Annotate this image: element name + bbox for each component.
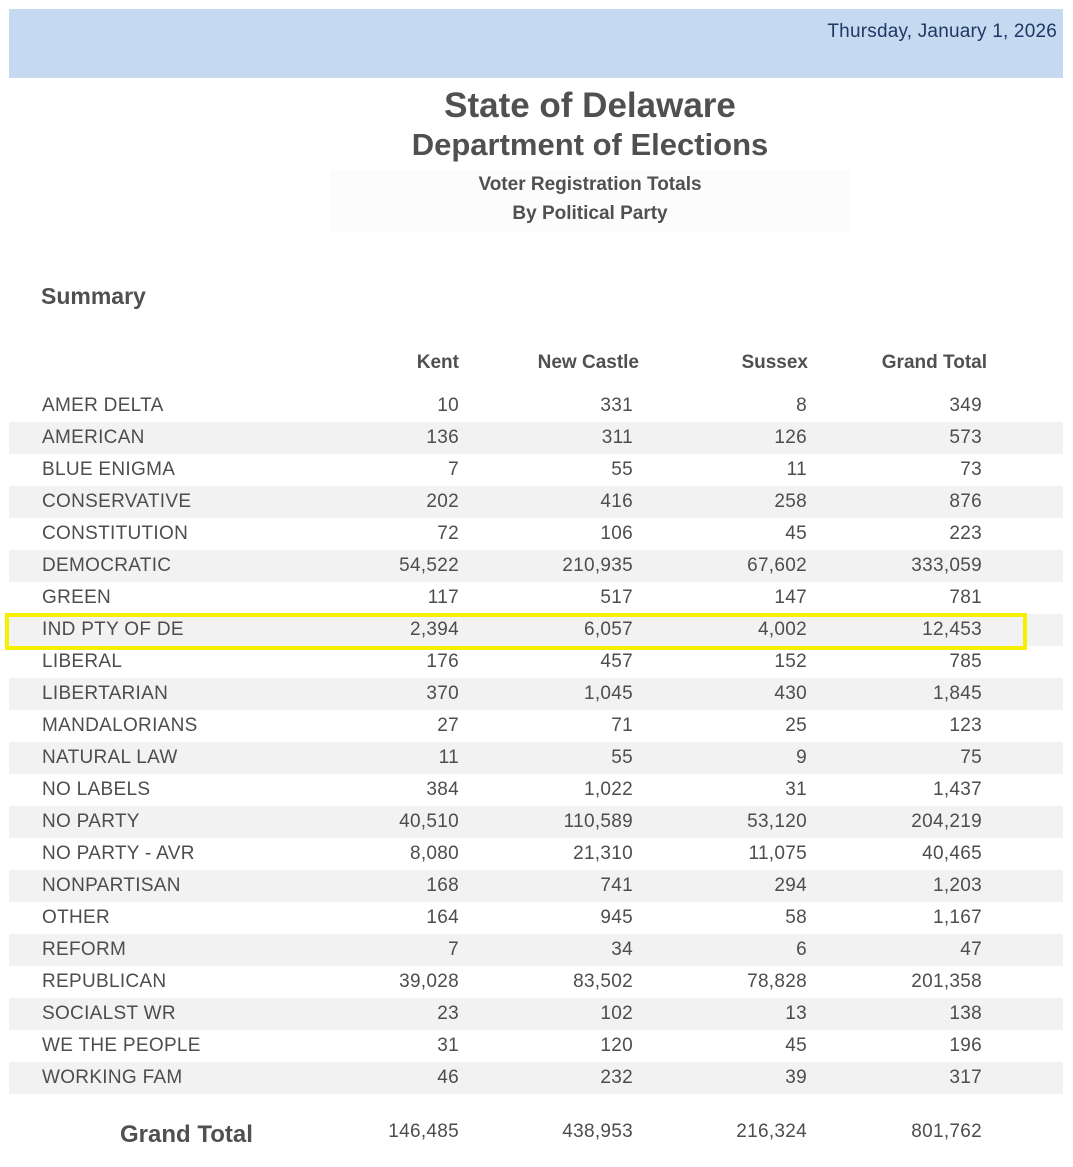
- party-name: IND PTY OF DE: [42, 619, 184, 640]
- sussex-count: 45: [785, 523, 807, 544]
- table-row: [9, 1030, 1063, 1062]
- table-row: [9, 870, 1063, 902]
- grand-total-count: 785: [949, 651, 982, 672]
- party-name: NONPARTISAN: [42, 875, 181, 896]
- kent-count: 202: [426, 491, 459, 512]
- table-row: [9, 486, 1063, 518]
- sussex-count: 11: [786, 459, 807, 480]
- sussex-count: 31: [785, 779, 807, 800]
- grand-total-count: 196: [949, 1035, 982, 1056]
- party-name: WORKING FAM: [42, 1067, 183, 1088]
- kent-count: 46: [437, 1067, 459, 1088]
- grand-total-count: 204,219: [911, 811, 982, 832]
- sussex-count: 11,075: [748, 843, 807, 864]
- kent-count: 11: [438, 747, 459, 768]
- grand-total-count: 1,845: [932, 683, 982, 704]
- grand-total-count: 138: [949, 1003, 982, 1024]
- grand-total-count: 317: [949, 1067, 982, 1088]
- grand-total-count: 73: [960, 459, 982, 480]
- table-row: [9, 774, 1063, 806]
- kent-count: 40,510: [399, 811, 459, 832]
- grand-total-count: 1,203: [932, 875, 982, 896]
- party-name: NO LABELS: [42, 779, 151, 800]
- grand-total-count: 781: [949, 587, 982, 608]
- table-row: [9, 646, 1063, 678]
- kent-count: 31: [437, 1035, 459, 1056]
- grand-total-count: 75: [960, 747, 982, 768]
- table-row: [9, 518, 1063, 550]
- subtitle-report: Voter Registration Totals: [478, 174, 702, 195]
- grand-total-count: 1,437: [932, 779, 982, 800]
- grand-total-count: 123: [949, 715, 982, 736]
- table-row: [9, 838, 1063, 870]
- kent-count: 384: [426, 779, 459, 800]
- party-name: NATURAL LAW: [42, 747, 178, 768]
- kent-count: 164: [426, 907, 459, 928]
- new-castle-count: 21,310: [573, 843, 633, 864]
- party-name: NO PARTY - AVR: [42, 843, 195, 864]
- grand-total-count: 573: [949, 427, 982, 448]
- new-castle-count: 83,502: [573, 971, 633, 992]
- party-name: OTHER: [42, 907, 110, 928]
- subtitle-box: [330, 170, 850, 232]
- new-castle-count: 945: [600, 907, 633, 928]
- party-name: REFORM: [42, 939, 127, 960]
- grand-total-count: 47: [960, 939, 982, 960]
- grand-total-label: Grand Total: [120, 1121, 253, 1148]
- party-name: LIBERTARIAN: [42, 683, 169, 704]
- sussex-count: 8: [796, 395, 807, 416]
- party-name: REPUBLICAN: [42, 971, 167, 992]
- new-castle-count: 331: [600, 395, 633, 416]
- grand-total-count: 349: [949, 395, 982, 416]
- new-castle-count: 517: [600, 587, 633, 608]
- table-row: [9, 998, 1063, 1030]
- sussex-count: 53,120: [747, 811, 807, 832]
- party-name: NO PARTY: [42, 811, 140, 832]
- kent-count: 27: [437, 715, 459, 736]
- party-name: BLUE ENIGMA: [42, 459, 176, 480]
- sussex-count: 78,828: [747, 971, 807, 992]
- grand-total-count: 876: [949, 491, 982, 512]
- kent-count: 72: [437, 523, 459, 544]
- new-castle-count: 1,045: [583, 683, 633, 704]
- grand-total-new-castle: 438,953: [562, 1121, 633, 1142]
- new-castle-count: 416: [600, 491, 633, 512]
- party-name: DEMOCRATIC: [42, 555, 172, 576]
- summary-table: [9, 390, 1063, 1094]
- sussex-count: 147: [774, 587, 807, 608]
- new-castle-count: 232: [600, 1067, 633, 1088]
- kent-count: 2,394: [409, 619, 459, 640]
- party-name: MANDALORIANS: [42, 715, 198, 736]
- grand-total-count: 201,358: [911, 971, 982, 992]
- new-castle-count: 1,022: [583, 779, 633, 800]
- new-castle-count: 457: [600, 651, 633, 672]
- party-name: WE THE PEOPLE: [42, 1035, 201, 1056]
- report-date: Thursday, January 1, 2026: [827, 21, 1057, 42]
- table-row: [9, 582, 1063, 614]
- kent-count: 370: [426, 683, 459, 704]
- sussex-count: 258: [774, 491, 807, 512]
- table-row: [9, 902, 1063, 934]
- new-castle-count: 102: [600, 1003, 633, 1024]
- header-band: [9, 9, 1063, 78]
- sussex-count: 39: [785, 1067, 807, 1088]
- sussex-count: 58: [785, 907, 807, 928]
- kent-count: 10: [437, 395, 459, 416]
- party-name: AMER DELTA: [42, 395, 164, 416]
- sussex-count: 152: [774, 651, 807, 672]
- column-header-grand-total: Grand Total: [881, 352, 987, 373]
- sussex-count: 67,602: [747, 555, 807, 576]
- kent-count: 7: [448, 459, 459, 480]
- title-block: [0, 86, 1073, 164]
- table-row: [9, 678, 1063, 710]
- grand-total-count: 223: [949, 523, 982, 544]
- table-row: [9, 390, 1063, 422]
- party-name: AMERICAN: [42, 427, 145, 448]
- grand-total-count: 1,167: [932, 907, 982, 928]
- sussex-count: 25: [785, 715, 807, 736]
- kent-count: 23: [437, 1003, 459, 1024]
- highlight-box: [5, 613, 1027, 650]
- grand-total-count: 333,059: [911, 555, 982, 576]
- kent-count: 168: [426, 875, 459, 896]
- sussex-count: 4,002: [757, 619, 807, 640]
- sussex-count: 9: [796, 747, 807, 768]
- summary-heading: Summary: [41, 283, 146, 309]
- table-row: [9, 806, 1063, 838]
- grand-total-count: 12,453: [922, 619, 982, 640]
- new-castle-count: 55: [611, 747, 633, 768]
- party-name: CONSERVATIVE: [42, 491, 192, 512]
- kent-count: 54,522: [399, 555, 459, 576]
- kent-count: 39,028: [399, 971, 459, 992]
- party-name: SOCIALST WR: [42, 1003, 176, 1024]
- party-name: CONSTITUTION: [42, 523, 189, 544]
- table-row: [9, 934, 1063, 966]
- kent-count: 8,080: [409, 843, 459, 864]
- grand-total-sussex: 216,324: [736, 1121, 807, 1142]
- column-header-new-castle: New Castle: [537, 352, 639, 373]
- sussex-count: 45: [785, 1035, 807, 1056]
- title-department: Department of Elections: [411, 127, 769, 162]
- new-castle-count: 34: [611, 939, 633, 960]
- column-header-kent: Kent: [416, 352, 459, 373]
- grand-total-kent: 146,485: [388, 1121, 459, 1142]
- party-name: LIBERAL: [42, 651, 123, 672]
- new-castle-count: 741: [600, 875, 633, 896]
- new-castle-count: 110,589: [563, 811, 633, 832]
- title-state: State of Delaware: [444, 86, 736, 125]
- table-row: [9, 710, 1063, 742]
- sussex-count: 13: [785, 1003, 807, 1024]
- sussex-count: 294: [774, 875, 807, 896]
- new-castle-count: 106: [600, 523, 633, 544]
- grand-total-overall: 801,762: [911, 1121, 982, 1142]
- table-row: [9, 742, 1063, 774]
- party-name: GREEN: [42, 587, 112, 608]
- table-row: [9, 422, 1063, 454]
- new-castle-count: 55: [611, 459, 633, 480]
- kent-count: 176: [426, 651, 459, 672]
- table-row: [9, 966, 1063, 998]
- kent-count: 136: [426, 427, 459, 448]
- new-castle-count: 71: [611, 715, 633, 736]
- new-castle-count: 311: [601, 427, 633, 448]
- new-castle-count: 120: [600, 1035, 633, 1056]
- subtitle-grouping: By Political Party: [512, 203, 668, 224]
- table-row: [9, 454, 1063, 486]
- sussex-count: 126: [774, 427, 807, 448]
- kent-count: 7: [448, 939, 459, 960]
- table-row: [9, 550, 1063, 582]
- column-header-sussex: Sussex: [741, 352, 808, 373]
- grand-total-count: 40,465: [922, 843, 982, 864]
- sussex-count: 6: [796, 939, 807, 960]
- sussex-count: 430: [774, 683, 807, 704]
- new-castle-count: 210,935: [562, 555, 633, 576]
- kent-count: 117: [427, 587, 459, 608]
- new-castle-count: 6,057: [583, 619, 633, 640]
- table-row: [9, 1062, 1063, 1094]
